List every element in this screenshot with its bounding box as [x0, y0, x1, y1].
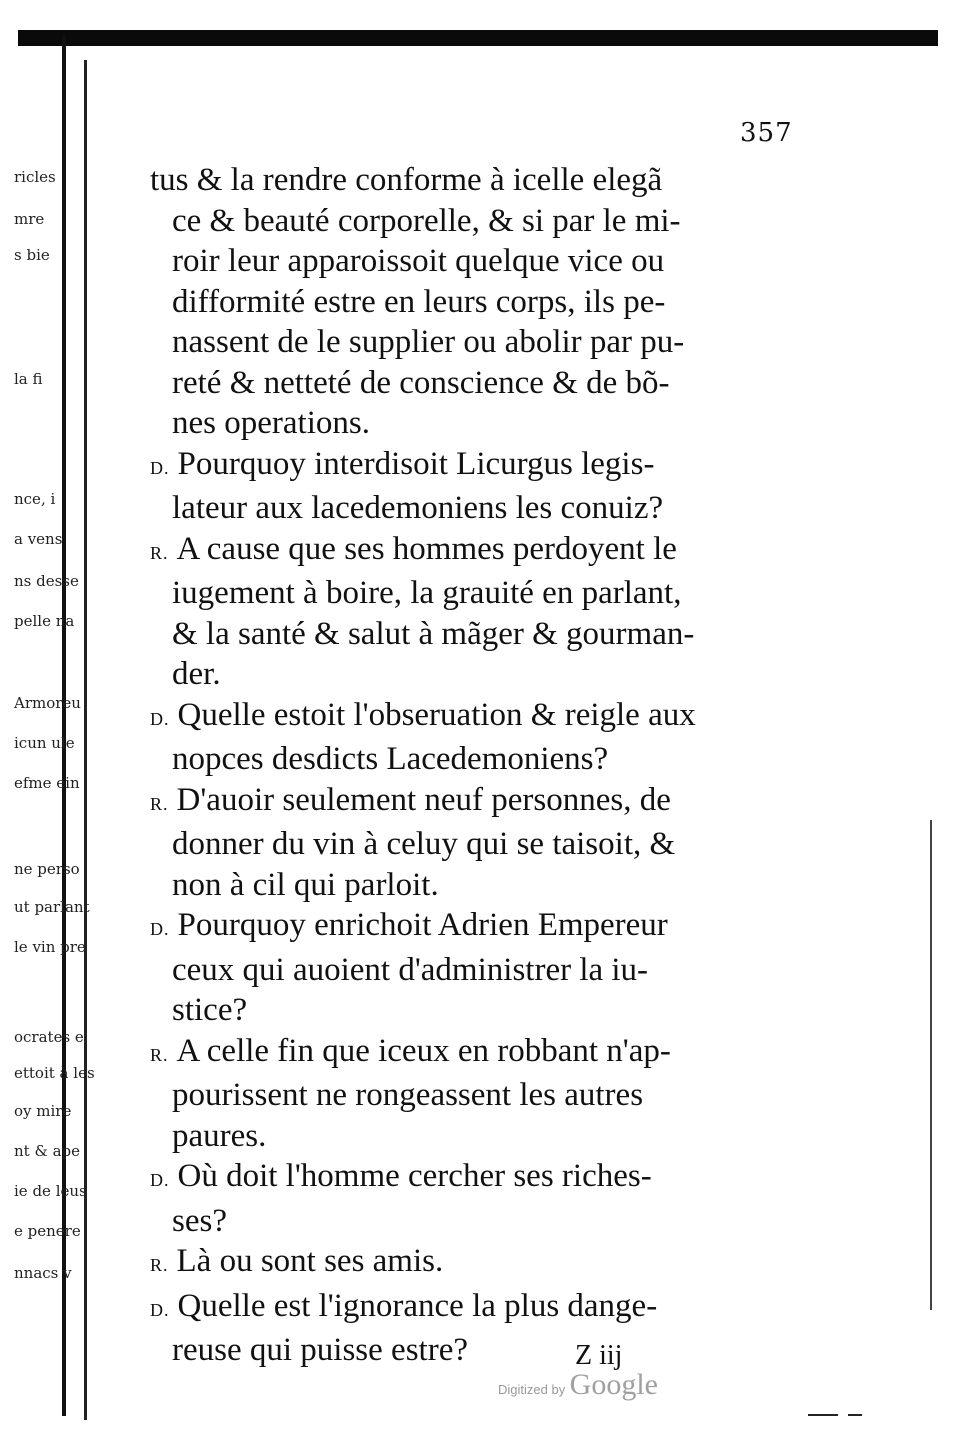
margin-fragment: mre — [14, 210, 45, 228]
margin-fragment: e penere — [14, 1222, 81, 1240]
question-line: D. Quelle estoit l'obseruation & reigle aux — [150, 696, 696, 733]
text-line: donner du vin à celuy qui se taisoit, & — [172, 826, 676, 862]
answer-marker: R. — [150, 542, 169, 563]
margin-fragment: pelle na — [14, 612, 75, 630]
margin-fragment: nnacs v — [14, 1264, 72, 1282]
binding-gutter-line-inner — [84, 60, 87, 1420]
text-line: roir leur apparoissoit quelque vice ou — [172, 243, 665, 279]
right-page-edge — [930, 820, 932, 1310]
question-line: D. Pourquoy interdisoit Licurgus legis- — [150, 445, 655, 482]
text-line: nes operations. — [172, 405, 370, 441]
question-marker: D. — [150, 1170, 170, 1190]
margin-fragment: icun ule — [14, 734, 75, 752]
text-line: pourissent ne rongeassent les autres — [172, 1077, 644, 1113]
margin-fragment: ettoit à les — [14, 1064, 95, 1082]
scan-dash — [808, 1414, 838, 1416]
digitized-watermark — [498, 1368, 658, 1402]
text-line: tus & la rendre conforme à icelle elegã — [150, 162, 663, 198]
margin-fragment: s bie — [14, 246, 50, 264]
margin-fragment: ricles — [14, 168, 56, 186]
question-marker: D. — [150, 457, 170, 478]
question-line: D. Pourquoy enrichoit Adrien Empereur — [150, 907, 668, 943]
margin-fragment: ocrates e — [14, 1028, 84, 1046]
answer-marker: R. — [150, 793, 169, 814]
text-line: ses? — [172, 1202, 227, 1239]
text-line: stice? — [172, 992, 248, 1028]
text-line: nopces desdicts Lacedemoniens? — [172, 741, 609, 777]
margin-fragment: nt & ape — [14, 1142, 80, 1160]
text-line: difformité estre en leurs corps, ils pe- — [172, 283, 666, 320]
text-line: & la santé & salut à mãger & gourman- — [172, 615, 695, 652]
signature-mark: Z iij — [575, 1340, 623, 1371]
question-marker: D. — [150, 708, 170, 729]
margin-fragment: le vin pre — [14, 938, 86, 956]
margin-fragment: ie de leus — [14, 1182, 87, 1200]
margin-fragment: ns desse — [14, 572, 79, 590]
answer-line: R. D'auoir seulement neuf personnes, de — [150, 781, 671, 818]
margin-fragment: efme ein — [14, 774, 80, 792]
scan-dash — [848, 1414, 862, 1416]
watermark-prefix: Digitized by — [498, 1382, 566, 1397]
answer-marker: R. — [150, 1044, 169, 1065]
answer-line: R. Là ou sont ses amis. — [150, 1243, 444, 1279]
text-line: nassent de le supplier ou abolir par pu- — [172, 324, 685, 360]
margin-fragment: ne perso — [14, 860, 80, 878]
text-line: iugement à boire, la grauité en parlant, — [172, 575, 682, 611]
margin-fragment: Armoreu — [14, 694, 81, 712]
text-line: paures. — [172, 1117, 267, 1154]
text-line: reuse qui puisse estre? — [172, 1332, 468, 1368]
text-line: ce & beauté corporelle, & si par le mi- — [172, 202, 681, 239]
page-number: 357 — [740, 118, 793, 148]
margin-fragment: ut parlant — [14, 898, 90, 916]
text-line: lateur aux lacedemoniens les conuiz? — [172, 490, 664, 526]
question-marker: D. — [150, 1299, 170, 1320]
page-body — [150, 160, 810, 1371]
margin-fragment: oy mire — [14, 1102, 72, 1120]
answer-line: R. A celle fin que iceux en robbant n'ap- — [150, 1032, 671, 1069]
answer-marker: R. — [150, 1255, 169, 1275]
text-line: der. — [172, 656, 221, 692]
text-line: ceux qui auoient d'administrer la iu- — [172, 951, 649, 988]
margin-fragment: nce, i — [14, 490, 56, 508]
margin-fragment: la fi — [14, 370, 43, 388]
margin-fragment: a vens — [14, 530, 63, 548]
question-line: D. Où doit l'homme cercher ses riches- — [150, 1158, 652, 1194]
question-line: D. Quelle est l'ignorance la plus dange- — [150, 1287, 658, 1324]
text-line: non à cil qui parloit. — [172, 866, 439, 903]
question-marker: D. — [150, 919, 170, 939]
watermark-brand: Google — [569, 1368, 658, 1401]
binding-gutter-line — [62, 36, 66, 1416]
text-line: reté & netteté de conscience & de bõ- — [172, 364, 670, 401]
answer-line: R. A cause que ses hommes perdoyent le — [150, 530, 677, 567]
page-top-edge — [18, 30, 938, 46]
